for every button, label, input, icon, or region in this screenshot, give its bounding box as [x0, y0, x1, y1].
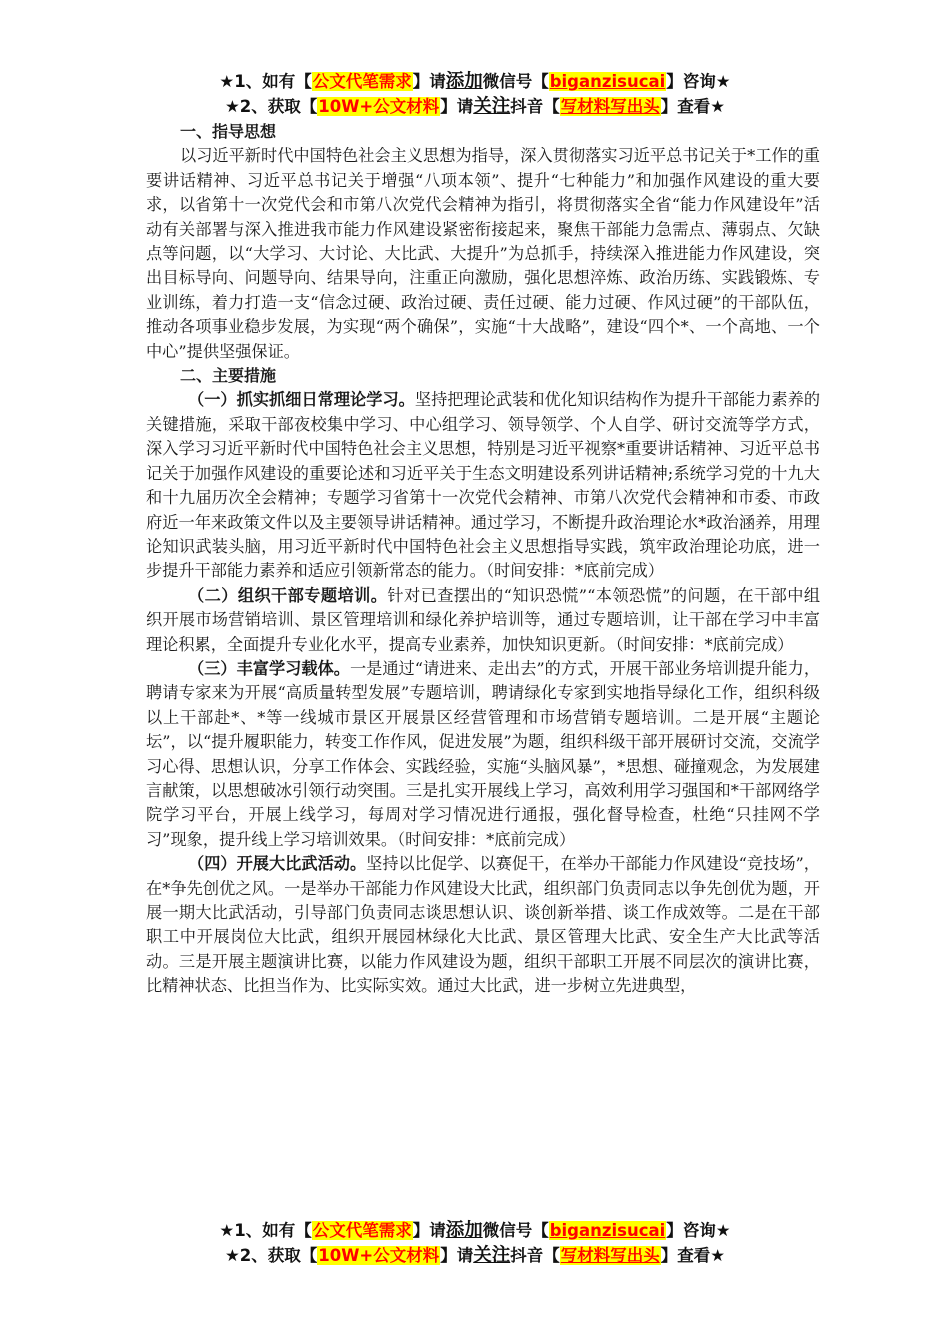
promo-text: 抖音【 [510, 97, 560, 116]
item-title: （三）丰富学习载体。 [188, 658, 350, 678]
promo-line-2 [0, 94, 950, 119]
promo-underlined: 关注 [473, 96, 511, 117]
item-title: （二）组织干部专题培训。 [188, 585, 388, 605]
item-text: 坚持把理论武装和优化知识结构作为提升干部能力素养的关键措施，采取干部夜校集中学习、中心组学习、领导领学、个人自学、研讨交流等学方式，深入学习习近平新时代中国特色社会主义思想，特别是习近平视察*重要讲话精神、习近平总书记关于加强作风建设的重要论述和习近平关于生态文明建设系列讲话精神;系统学习党的十九大和十九届历次全会精神；专题学习省第十一次党代会精神、市第八次党代会精神和市委、市政府近一年来政策文件以及主要领导讲话精神。通过学习，不断提升政治理论水*政治涵养，用理论知识武装头脑，用习近平新时代中国特色社会主义思想指导实践，筑牢政治理论功底，进一步提升干部能力素养和适应引领新常态的能力。（时间安排：*底前完成） [146, 390, 821, 581]
promo-text: 微信号【 [482, 1221, 549, 1240]
promo-text: 】请 [440, 97, 474, 116]
promo-text: ★2、获取【 [224, 1246, 318, 1265]
promo-text: ★2、获取【 [224, 97, 318, 116]
section-heading: 一、指导思想 [180, 122, 277, 141]
promo-text: 】请 [440, 1246, 474, 1265]
promo-line-1-footer [0, 1218, 950, 1243]
section-heading: 二、主要措施 [180, 366, 277, 386]
promo-text: 抖音【 [510, 1246, 560, 1265]
promo-text: ★1、如有【 [219, 1221, 312, 1240]
promo-wechat-id: biganzisucai [549, 72, 666, 91]
promo-underlined: 添加 [445, 1220, 483, 1241]
promo-wechat-id: biganzisucai [549, 1221, 666, 1240]
item-title: （四）开展大比武活动。 [188, 854, 367, 874]
promo-line-1 [0, 69, 950, 94]
paragraph [146, 388, 820, 583]
item-text: 坚持以比促学、以赛促干，在举办干部能力作风建设“竞技场”，在*争先创优之风。一是举办干部能力作风建设大比武，组织部门负责同志以争先创优为题，开展一期大比武活动，引导部门负责同志谈思想认识、谈创新举措、谈工作成效等。二是在干部职工中开展岗位大比武，组织开展园林绿化大比武、景区管理大比武、安全生产大比武等活动。三是开展主题演讲比赛，以能力作风建设为题，组织干部职工开展不同层次的演讲比赛，比精神状态、比担当作为、比实际实效。通过大比武，进一步树立先进典型， [146, 854, 820, 996]
promo-text: 微信号【 [482, 72, 549, 91]
promo-underlined: 添加 [445, 71, 483, 92]
promo-text: 】查看★ [660, 97, 726, 116]
promo-text: ★1、如有【 [219, 72, 312, 91]
promo-text: 】查看★ [660, 1246, 726, 1265]
promo-douyin-id: 写材料写出头 [560, 97, 660, 116]
promo-highlight: 公文代笔需求 [312, 1221, 412, 1240]
promo-text: 】请 [412, 72, 446, 91]
promo-underlined: 关注 [473, 1245, 511, 1266]
item-text: 针对已查摆出的“知识恐慌”“本领恐慌”的问题，在干部中组织开展市场营销培训、景区管理培训和绿化养护培训等，通过专题培训，让干部在学习中丰富理论积累，全面提升专业化水平，提高专业素养，加快知识更新。（时间安排：*底前完成） [146, 585, 821, 654]
promo-text: 】咨询★ [666, 1221, 731, 1240]
promo-highlight: 公文代笔需求 [312, 72, 412, 91]
promo-text: 】请 [412, 1221, 446, 1240]
document-body [146, 120, 820, 999]
promo-line-2-footer [0, 1243, 950, 1268]
paragraph [146, 657, 820, 852]
paragraph [146, 584, 820, 657]
paragraph: 以习近平新时代中国特色社会主义思想为指导，深入贯彻落实习近平总书记关于*工作的重要讲话精神、习近平总书记关于增强“八项本领”、提升“七种能力”和加强作风建设的重大要求，以省第十一次党代会和市第八次党代会精神为指引，将贯彻落实全省“能力作风建设年”活动有关部署与深入推进我市能力作风建设紧密衔接起来，聚焦干部能力急需点、薄弱点、欠缺点等问题，以“大学习、大讨论、大比武、大提升”为总抓手，持续深入推进能力作风建设，突出目标导向、问题导向、结果导向，注重正向激励，强化思想淬炼、政治历练、实践锻炼、专业训练，着力打造一支“信念过硬、政治过硬、责任过硬、能力过硬、作风过硬”的干部队伍，推动各项事业稳步发展，为实现“两个确保”，实施“十大战略”，建设“四个*、一个高地、一个中心”提供坚强保证。 [146, 146, 820, 361]
promo-text: 】咨询★ [666, 72, 731, 91]
item-text: 一是通过“请进来、走出去”的方式，开展干部业务培训提升能力，聘请专家来为开展“高质量转型发展”专题培训，聘请绿化专家到实地指导绿化工作，组织科级以上干部赴*、*等一线城市景区开展景区经营管理和市场营销专题培训。二是开展“主题论坛”，以“提升履职能力，转变工作作风，促进发展”为题，组织科级干部开展研讨交流，交流学习心得、思想认识，分享工作体会、实践经验，实施“头脑风暴”，*思想、碰撞观念，为发展建言献策，以思想破冰引领行动突围。三是扎实开展线上学习，高效利用学习强国和*干部网络学院学习平台，开展上线学习，每周对学习情况进行通报，强化督导检查，杜绝“只挂网不学习”现象，提升线上学习培训效果。（时间安排：*底前完成） [146, 658, 821, 849]
item-title: （一）抓实抓细日常理论学习。 [188, 390, 415, 410]
promo-douyin-id: 写材料写出头 [560, 1246, 660, 1265]
promo-highlight: 10W+公文材料 [318, 1246, 440, 1265]
paragraph [146, 852, 820, 998]
promo-highlight: 10W+公文材料 [318, 97, 440, 116]
